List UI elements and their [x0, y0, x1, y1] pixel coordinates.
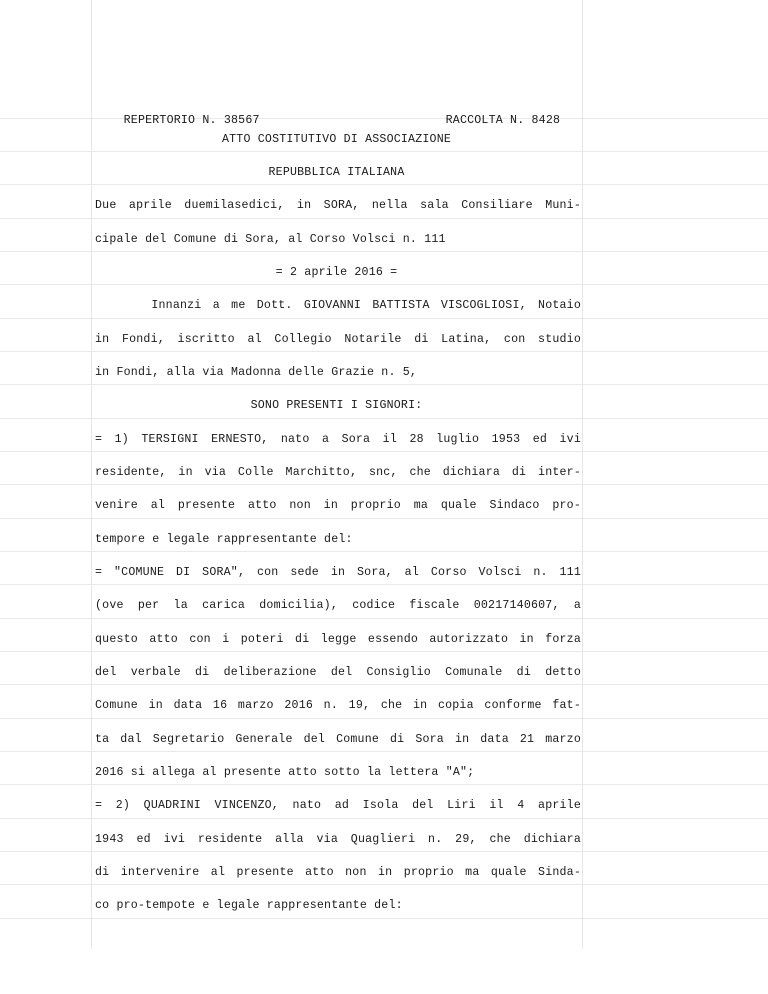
- text-line: = 2) QUADRINI VINCENZO, nato ad Isola del Liri il 4 aprile: [95, 799, 581, 812]
- ruled-line: [0, 551, 768, 552]
- ruled-line: [0, 884, 768, 885]
- text-line: = 1) TERSIGNI ERNESTO, nato a Sora il 28 luglio 1953 ed ivi: [95, 433, 581, 446]
- ruled-line: [0, 751, 768, 752]
- text-line: ta dal Segretario Generale del Comune di Sora in data 21 marzo: [95, 733, 581, 746]
- ruled-line: [0, 251, 768, 252]
- repertorio-number: REPERTORIO N. 38567: [123, 114, 260, 127]
- text-line: venire al presente atto non in proprio ma quale Sindaco pro-: [95, 499, 581, 512]
- section-heading: SONO PRESENTI I SIGNORI:: [250, 399, 423, 412]
- ruled-line: [0, 384, 768, 385]
- date-line: = 2 aprile 2016 =: [275, 266, 398, 279]
- ruled-line: [0, 351, 768, 352]
- document-header: [95, 97, 581, 127]
- text-line: 2016 si allega al presente atto sotto la lettera "A";: [95, 766, 475, 779]
- right-margin-rule: [582, 0, 583, 949]
- text-line: Comune in data 16 marzo 2016 n. 19, che in copia conforme fat-: [95, 699, 581, 712]
- text-line: 1943 ed ivi residente alla via Quaglieri n. 29, che dichiara: [95, 833, 581, 846]
- ruled-line: [0, 484, 768, 485]
- ruled-line: [0, 318, 768, 319]
- text-line: in Fondi, iscritto al Collegio Notarile di Latina, con studio: [95, 333, 581, 346]
- text-line: (ove per la carica domicilia), codice fiscale 00217140607, a: [95, 599, 581, 612]
- raccolta-number: RACCOLTA N. 8428: [445, 114, 561, 127]
- text-line: = "COMUNE DI SORA", con sede in Sora, al Corso Volsci n. 111: [95, 566, 581, 579]
- ruled-line: [0, 684, 768, 685]
- document-title: ATTO COSTITUTIVO DI ASSOCIAZIONE: [221, 133, 452, 146]
- text-line: questo atto con i poteri di legge essendo autorizzato in forza: [95, 633, 581, 646]
- ruled-line: [0, 918, 768, 919]
- ruled-line: [0, 618, 768, 619]
- text-line: residente, in via Colle Marchitto, snc, che dichiara di inter-: [95, 466, 581, 479]
- ruled-line: [0, 718, 768, 719]
- text-line: in Fondi, alla via Madonna delle Grazie n. 5,: [95, 366, 418, 379]
- text-line: Innanzi a me Dott. GIOVANNI BATTISTA VISCOGLIOSI, Notaio: [95, 299, 581, 312]
- ruled-line: [0, 151, 768, 152]
- text-line: co pro-tempote e legale rappresentante del:: [95, 899, 403, 912]
- ruled-line: [0, 651, 768, 652]
- document-subtitle: REPUBBLICA ITALIANA: [268, 166, 405, 179]
- ruled-line: [0, 784, 768, 785]
- ruled-line: [0, 451, 768, 452]
- ruled-line: [0, 518, 768, 519]
- ruled-line: [0, 184, 768, 185]
- ruled-line: [0, 851, 768, 852]
- text-line: di intervenire al presente atto non in proprio ma quale Sinda-: [95, 866, 581, 879]
- text-line: del verbale di deliberazione del Consiglio Comunale di detto: [95, 666, 581, 679]
- ruled-line: [0, 284, 768, 285]
- text-line: tempore e legale rappresentante del:: [95, 533, 353, 546]
- ruled-line: [0, 818, 768, 819]
- text-line: Due aprile duemilasedici, in SORA, nella sala Consiliare Muni-: [95, 199, 581, 212]
- ruled-line: [0, 418, 768, 419]
- text-line: cipale del Comune di Sora, al Corso Volsci n. 111: [95, 233, 446, 246]
- ruled-line: [0, 584, 768, 585]
- ruled-line: [0, 218, 768, 219]
